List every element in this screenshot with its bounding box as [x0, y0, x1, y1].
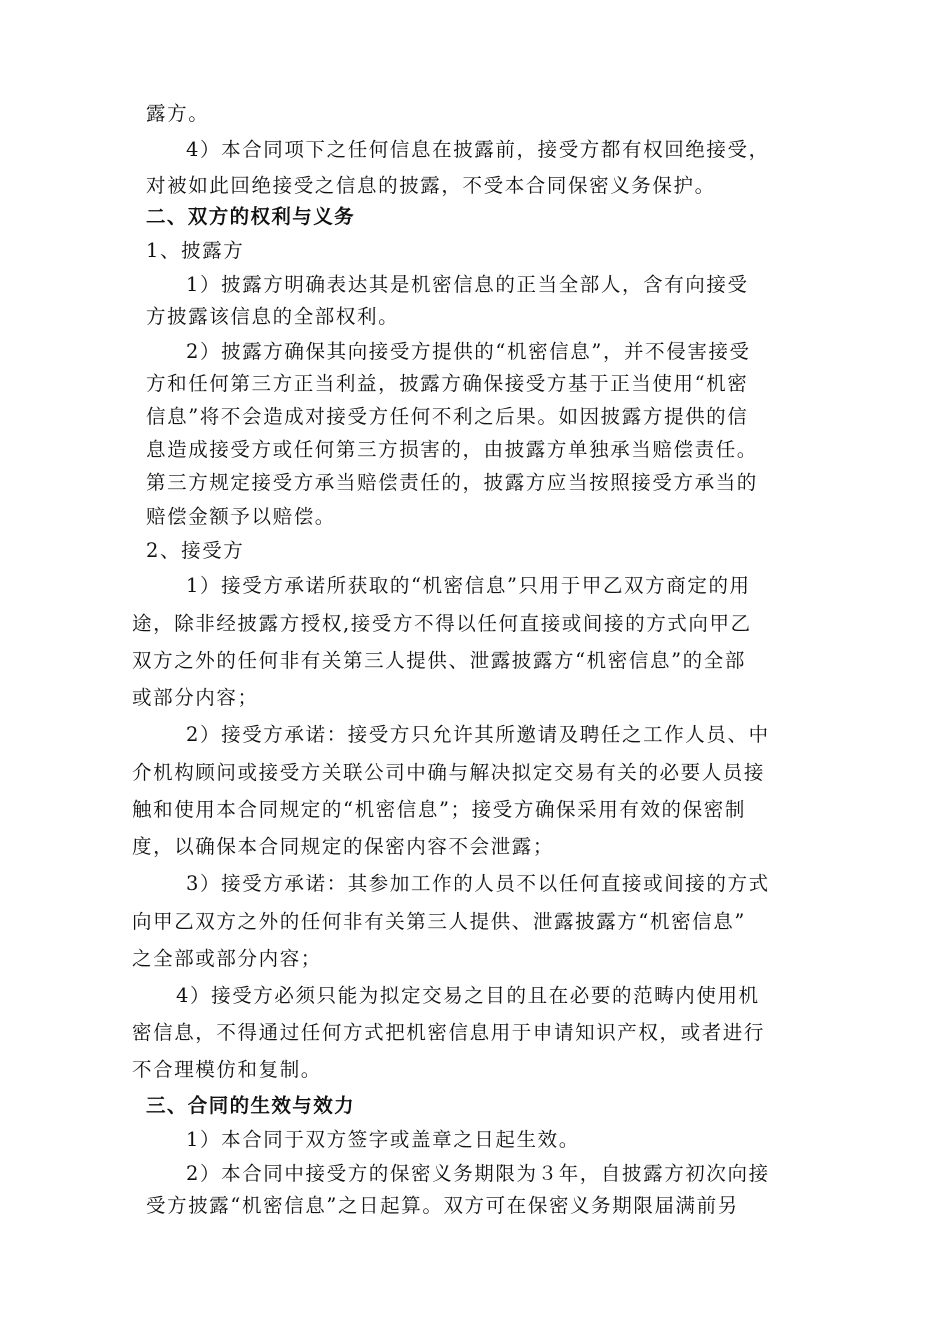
text-line: 2）接受方承诺：接受方只允许其所邀请及聘任之工作人员、中	[186, 723, 770, 746]
text-line: 露方。	[146, 102, 210, 125]
text-line: 密信息，不得通过任何方式把机密信息用于申请知识产权，或者进行	[132, 1021, 766, 1044]
text-line: 之全部或部分内容；	[132, 947, 322, 970]
text-line: 3）接受方承诺：其参加工作的人员不以任何直接或间接的方式	[186, 872, 770, 895]
text-line: 2）本合同中接受方的保密义务期限为３年，自披露方初次向接	[186, 1162, 770, 1185]
text-line: 双方之外的任何非有关第三人提供、泄露披露方“机密信息”的全部	[132, 649, 746, 672]
section-heading: 三、合同的生效与效力	[146, 1094, 356, 1117]
text-line: 1）披露方明确表达其是机密信息的正当全部人，含有向接受	[186, 273, 749, 296]
text-line: 赔偿金额予以赔偿。	[146, 505, 336, 528]
subsection-heading: 2、接受方	[146, 539, 245, 562]
text-line: 1）接受方承诺所获取的“机密信息”只用于甲乙双方商定的用	[186, 574, 751, 597]
text-line: 途，除非经披露方授权,接受方不得以任何直接或间接的方式向甲乙	[132, 612, 752, 635]
text-line: 或部分内容；	[132, 686, 259, 709]
text-line: 2）披露方确保其向接受方提供的“机密信息”，并不侵害接受	[186, 340, 751, 363]
section-heading: 二、双方的权利与义务	[146, 205, 356, 228]
text-line: 对被如此回绝接受之信息的披露，不受本合同保密义务保护。	[146, 174, 716, 197]
text-line: 不合理模仿和复制。	[132, 1058, 322, 1081]
text-line: 触和使用本合同规定的“机密信息”；接受方确保采用有效的保密制	[132, 798, 746, 821]
text-line: 介机构顾问或接受方关联公司中确与解决拟定交易有关的必要人员接	[132, 761, 766, 784]
text-line: 1）本合同于双方签字或盖章之日起生效。	[186, 1128, 580, 1151]
text-line: 信息”将不会造成对接受方任何不利之后果。如因披露方提供的信	[146, 405, 749, 428]
text-line: 方披露该信息的全部权利。	[146, 305, 400, 328]
text-line: 4）本合同项下之任何信息在披露前，接受方都有权回绝接受，	[186, 138, 770, 161]
text-line: 第三方规定接受方承当赔偿责任的，披露方应当按照接受方承当的	[146, 471, 758, 494]
text-line: 方和任何第三方正当利益，披露方确保接受方基于正当使用“机密	[146, 372, 749, 395]
text-line: 4）接受方必须只能为拟定交易之目的且在必要的范畴内使用机	[176, 984, 760, 1007]
text-line: 息造成接受方或任何第三方损害的，由披露方单独承当赔偿责任。	[146, 438, 758, 461]
text-line: 度，以确保本合同规定的保密内容不会泄露；	[132, 835, 555, 858]
text-line: 向甲乙双方之外的任何非有关第三人提供、泄露披露方“机密信息”	[132, 910, 746, 933]
text-line: 受方披露“机密信息”之日起算。双方可在保密义务期限届满前另	[146, 1194, 739, 1217]
subsection-heading: 1、披露方	[146, 239, 245, 262]
